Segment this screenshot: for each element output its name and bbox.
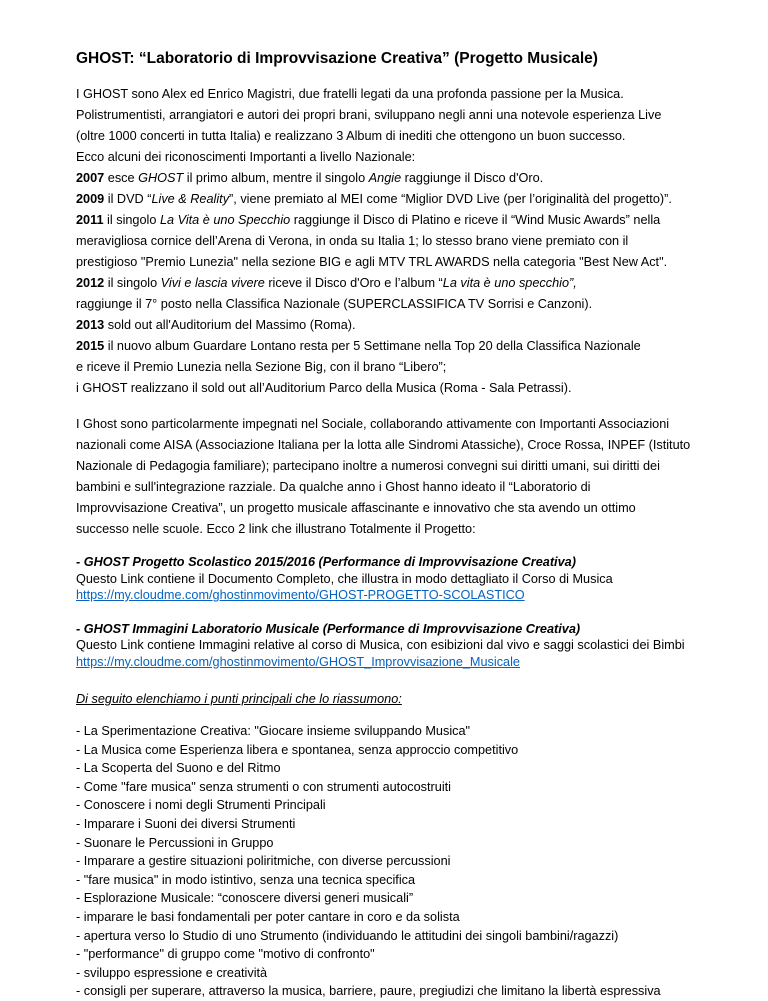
year-label: 2007	[76, 171, 105, 185]
link-title: - GHOST Progetto Scolastico 2015/2016 (Performance di Improvvisazione Creativa)	[76, 555, 576, 569]
award-2009	[76, 189, 728, 210]
social-line: Improvvisazione Creativa”, un progetto musicale affascinante e innovativo che sta avendo un ottimo	[76, 501, 636, 515]
award-2012	[76, 273, 728, 294]
link-description: Questo Link contiene Immagini relative al corso di Musica, con esibizioni dal vivo e saggi scolastici dei Bimbi	[76, 638, 685, 652]
year-label: 2009	[76, 192, 105, 206]
points-list	[76, 722, 728, 1001]
dvd-title: Live & Reality	[151, 192, 230, 206]
award-2015	[76, 336, 728, 357]
list-item: - consigli per superare, attraverso la musica, barriere, paure, pregiudizi che limitano la libertà espressiva	[76, 984, 661, 999]
text: il singolo	[103, 213, 160, 227]
text: sold out all'Auditorium del Massimo (Roma).	[104, 318, 356, 332]
intro-line: prestigioso "Premio Lunezia" nella sezione BIG e agli MTV TRL AWARDS nella categoria "Best New Act".	[76, 255, 668, 269]
year-label: 2011	[76, 213, 104, 227]
text: il singolo	[104, 276, 161, 290]
single-title: Angie	[368, 171, 402, 185]
social-line: nazionali come AISA (Associazione Italiana per la lotta alle Sindromi Atassiche), Croce Rossa, INPEF (Istituto	[76, 438, 691, 452]
year-label: 2015	[76, 339, 105, 353]
list-item: - Come "fare musica" senza strumenti o con strumenti autocostruiti	[76, 779, 451, 794]
award-2007	[76, 168, 728, 189]
link-block-immagini	[76, 621, 728, 671]
text: riceve il Disco d'Oro e l’album “	[264, 276, 443, 290]
list-item: - imparare le basi fondamentali per poter cantare in coro e da solista	[76, 909, 460, 924]
list-item: - Suonare le Percussioni in Gruppo	[76, 835, 274, 850]
link-title: - GHOST Immagini Laboratorio Musicale (Performance di Improvvisazione Creativa)	[76, 621, 581, 636]
intro-line: (oltre 1000 concerti in tutta Italia) e realizzano 3 Album di inediti che ottengono un buon successo.	[76, 129, 626, 143]
text: raggiunge il Disco di Platino e riceve il “Wind Music Awards” nella	[290, 213, 661, 227]
list-item: - Conoscere i nomi degli Strumenti Principali	[76, 798, 326, 813]
list-item: - "performance" di gruppo come "motivo di confronto"	[76, 947, 375, 962]
social-paragraph	[76, 414, 728, 540]
social-line: bambini e sull'integrazione razziale. Da qualche anno i Ghost hanno ideato il “Laboratorio di	[76, 480, 591, 494]
year-label: 2013	[76, 318, 105, 332]
social-line: I Ghost sono particolarmente impegnati nel Sociale, collaborando attivamente con Importanti Associazioni	[76, 417, 670, 431]
list-item: - Imparare a gestire situazioni poliritmiche, con diverse percussioni	[76, 854, 451, 869]
intro-line: i GHOST realizzano il sold out all’Auditorium Parco della Musica (Roma - Sala Petrassi).	[76, 381, 572, 395]
intro-line: Polistrumentisti, arrangiatori e autori dei propri brani, sviluppano negli anni una notevole esperienza Live	[76, 108, 662, 122]
intro-line: meravigliosa cornice dell’Arena di Verona, in onda su Italia 1; lo stesso brano viene premiato con il	[76, 234, 629, 248]
points-heading: Di seguito elenchiamo i punti principali che lo riassumono:	[76, 692, 402, 706]
list-item: - La Musica come Esperienza libera e spontanea, senza approccio competitivo	[76, 742, 519, 757]
text: esce	[104, 171, 139, 185]
intro-line: e riceve il Premio Lunezia nella Sezione Big, con il brano “Libero”;	[76, 360, 447, 374]
text: il DVD “	[104, 192, 152, 206]
list-item: - La Sperimentazione Creativa: "Giocare insieme sviluppando Musica"	[76, 724, 471, 738]
list-item: - Imparare i Suoni dei diversi Strumenti	[76, 816, 296, 831]
social-line: successo nelle scuole. Ecco 2 link che illustrano Totalmente il Progetto:	[76, 522, 476, 536]
single-title: Vivi e lascia vivere	[160, 276, 265, 290]
album-title: GHOST	[138, 171, 184, 185]
text: ”, viene premiato al MEI come “Miglior DVD Live (per l’originalità del progetto)”.	[229, 192, 672, 206]
immagini-link[interactable]: https://my.cloudme.com/ghostinmovimento/GHOST_Improvvisazione_Musicale	[76, 654, 520, 669]
award-2013	[76, 315, 728, 336]
award-2011	[76, 210, 728, 231]
year-label: 2012	[76, 276, 105, 290]
list-item: - apertura verso lo Studio di uno Strumento (individuando le attitudini dei singoli bambini/ragazzi)	[76, 928, 619, 943]
album-title: La vita è uno specchio”,	[442, 276, 577, 290]
link-description: Questo Link contiene il Documento Completo, che illustra in modo dettagliato il Corso di Musica	[76, 571, 613, 586]
scolastico-link[interactable]: https://my.cloudme.com/ghostinmovimento/GHOST-PROGETTO-SCOLASTICO	[76, 588, 525, 602]
intro-paragraph	[76, 84, 728, 399]
single-title: La Vita è uno Specchio	[159, 213, 291, 227]
list-item: - Esplorazione Musicale: “conoscere diversi generi musicali”	[76, 891, 414, 906]
intro-line: I GHOST sono Alex ed Enrico Magistri, due fratelli legati da una profonda passione per la Musica.	[76, 87, 624, 101]
list-item: - La Scoperta del Suono e del Ritmo	[76, 761, 281, 776]
link-block-scolastico	[76, 554, 728, 604]
social-line: Nazionale di Pedagogia familiare); partecipano inoltre a numerosi convegni sui diritti umani, sui diritti dei	[76, 459, 660, 473]
document-title: GHOST: “Laboratorio di Improvvisazione Creativa” (Progetto Musicale)	[76, 50, 598, 67]
text: il primo album, mentre il singolo	[183, 171, 369, 185]
list-item: - sviluppo espressione e creatività	[76, 965, 268, 980]
text: il nuovo album Guardare Lontano resta per 5 Settimane nella Top 20 della Classifica Nazionale	[104, 339, 641, 353]
intro-line: raggiunge il 7° posto nella Classifica Nazionale (SUPERCLASSIFICA TV Sorrisi e Canzoni).	[76, 297, 593, 311]
list-item: - "fare musica" in modo istintivo, senza una tecnica specifica	[76, 872, 416, 887]
intro-line: Ecco alcuni dei riconoscimenti Importanti a livello Nazionale:	[76, 150, 416, 164]
text: raggiunge il Disco d'Oro.	[401, 171, 544, 185]
